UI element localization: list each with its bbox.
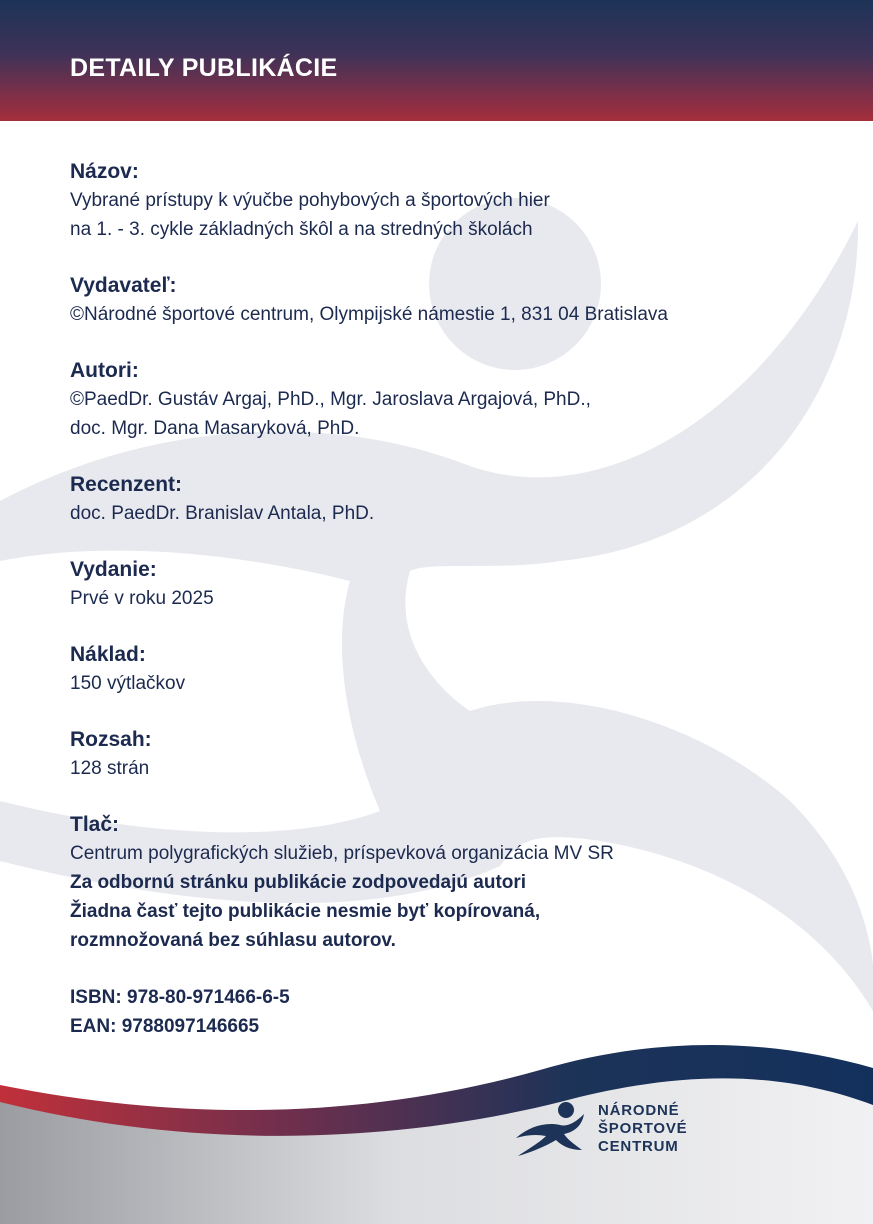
section-edition: [70, 556, 830, 613]
section-value: Prvé v roku 2025: [70, 588, 214, 609]
section-print-run: [70, 641, 830, 698]
page-title: DETAILY PUBLIKÁCIE: [70, 54, 338, 82]
section-value: doc. PaedDr. Branislav Antala, PhD.: [70, 503, 375, 524]
ean-code: EAN: 9788097146665: [70, 1016, 260, 1037]
section-page-count: [70, 726, 830, 783]
legal-notices: [70, 868, 830, 955]
section-value: doc. Mgr. Dana Masaryková, PhD.: [70, 418, 360, 439]
nsc-logo: [516, 1098, 716, 1162]
section-label: Autori:: [70, 359, 139, 382]
product-codes: [70, 983, 830, 1041]
section-label: Vydavateľ:: [70, 274, 177, 297]
notice-line: Žiadna časť tejto publikácie nesmie byť kopírovaná,: [70, 901, 541, 922]
section-title: [70, 158, 830, 244]
logo-wordmark: [598, 1102, 687, 1156]
section-label: Rozsah:: [70, 728, 152, 751]
section-value: 128 strán: [70, 758, 150, 779]
section-label: Náklad:: [70, 643, 146, 666]
section-value: Centrum polygrafických služieb, príspevková organizácia MV SR: [70, 843, 614, 864]
logo-line: ŠPORTOVÉ: [598, 1120, 688, 1137]
section-reviewer: [70, 471, 830, 528]
logo-line: NÁRODNÉ: [598, 1102, 680, 1119]
section-value: na 1. - 3. cykle základných škôl a na stredných školách: [70, 219, 533, 240]
runner-logo-icon: [516, 1098, 590, 1160]
notice-line: rozmnožovaná bez súhlasu autorov.: [70, 930, 396, 951]
section-value: ©PaedDr. Gustáv Argaj, PhD., Mgr. Jaroslava Argajová, PhD.,: [70, 389, 591, 410]
section-label: Recenzent:: [70, 473, 183, 496]
publication-details: [70, 158, 830, 1041]
isbn-code: ISBN: 978-80-971466-6-5: [70, 987, 290, 1008]
section-publisher: [70, 272, 830, 329]
notice-line: Za odbornú stránku publikácie zodpovedajú autori: [70, 872, 527, 893]
section-label: Tlač:: [70, 813, 120, 836]
section-authors: [70, 357, 830, 443]
header-banner: [0, 0, 873, 121]
logo-line: CENTRUM: [598, 1138, 679, 1155]
section-label: Názov:: [70, 160, 139, 183]
footer-wave: [0, 1040, 873, 1224]
section-label: Vydanie:: [70, 558, 157, 581]
section-value: 150 výtlačkov: [70, 673, 186, 694]
section-printer: [70, 811, 830, 868]
section-value: Vybrané prístupy k výučbe pohybových a športových hier: [70, 190, 550, 211]
section-value: ©Národné športové centrum, Olympijské námestie 1, 831 04 Bratislava: [70, 304, 668, 325]
